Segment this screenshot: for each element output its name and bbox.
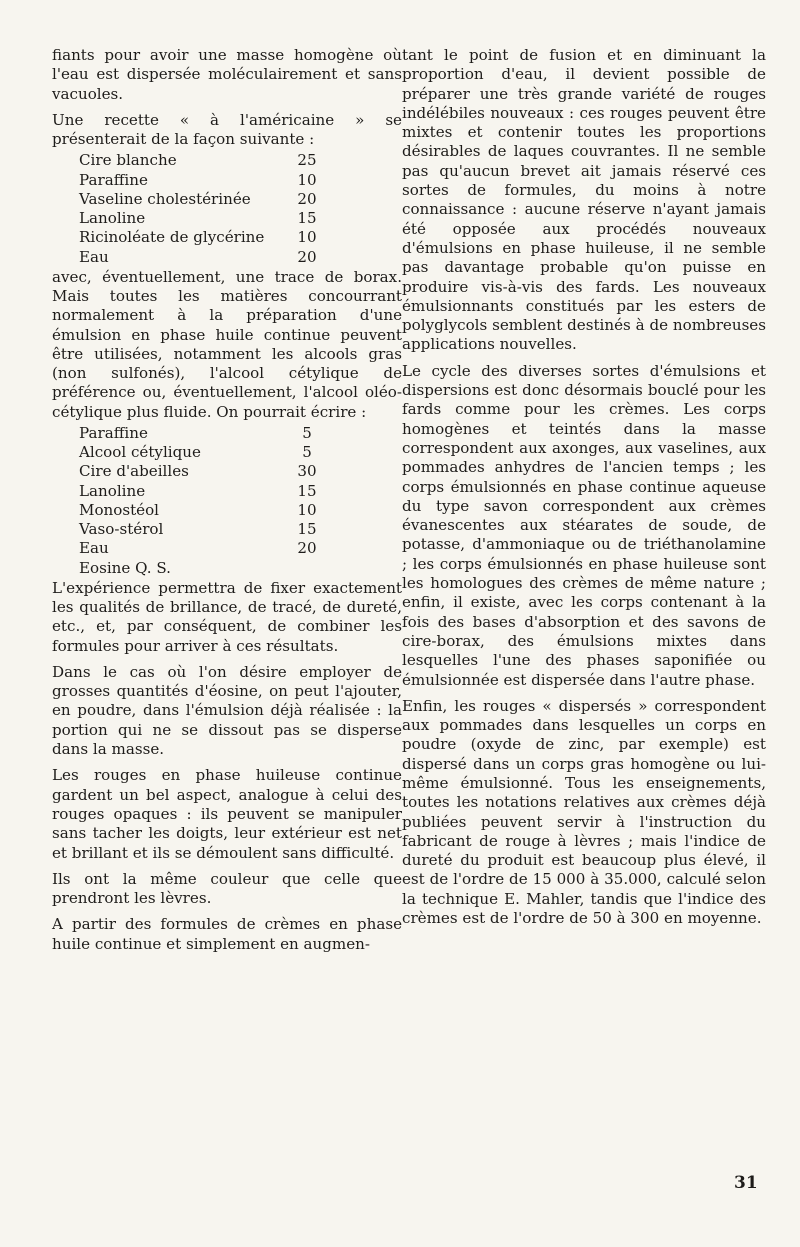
right-column xyxy=(402,46,766,935)
recipe-table-2 xyxy=(79,424,327,578)
recipe-row: Lanoline 15 xyxy=(79,209,317,228)
paragraph: Enfin, les rouges « dispersés » correspondent aux pommades dans lesquelles un corps en poudre (oxyde de zinc, par exemple) est dispersé dans un corps gras homogène ou lui-même émulsionné. Tous les enseignements, toutes les notations relatives aux crèmes déjà publiées peuvent servir à l'instruction du fabricant de rouge à lèvres ; mais l'indice de dureté du produit est beaucoup plus élevé, il est de l'ordre de 15 000 à 35.000, calculé selon la technique E. Mahler, tandis que l'indice des crèmes est de l'ordre de 50 à 300 en moyenne. xyxy=(402,696,766,928)
recipe-row: Cire blanche 25 xyxy=(79,151,317,170)
recipe-row: Cire d'abeilles 30 xyxy=(79,462,317,481)
paragraph: A partir des formules de crèmes en phase huile continue et simplement en augmen- xyxy=(52,915,402,953)
recipe-row: Lanoline 15 xyxy=(79,481,317,500)
recipe-row: Paraffine 5 xyxy=(79,424,312,443)
paragraph: Une recette « à l'américaine » se présenterait de la façon suivante : xyxy=(52,110,402,149)
paragraph: fiants pour avoir une masse homogène où l'eau est dispersée moléculairement et sans vacuoles. xyxy=(52,46,402,103)
paragraph: Dans le cas où l'on désire employer de grosses quantités d'éosine, on peut l'ajouter, en poudre, dans l'émulsion déjà réalisée : la portion qui ne se dissout pas se disperse dans la masse. xyxy=(52,662,402,759)
recipe-row: Monostéol 10 xyxy=(79,500,317,519)
paragraph: Les rouges en phase huileuse continue gardent un bel aspect, analogue à celui des rouges opaques : ils peuvent se manipuler sans tacher les doigts, leur extérieur est net et brillant et ils se démoulent sans difficulté. xyxy=(52,766,402,862)
recipe-row: Alcool cétylique 5 xyxy=(79,443,312,462)
recipe-row: Ricinoléate de glycérine 10 xyxy=(79,228,317,247)
paragraph: tant le point de fusion et en diminuant la proportion d'eau, il devient possible de préparer une très grande variété de rouges indélébiles nouveaux : ces rouges peuvent être mixtes et contenir toutes les proportions désirables de laques couvrantes. Il ne semble pas qu'aucun brevet ait jamais réservé ces sortes de formules, du moins à notre connaissance : aucune réserve n'ayant jamais été opposée aux procédés nouveaux d'émulsions en phase huileuse, il ne semble pas davantage probable qu'on puisse en produire vis-à-vis des fards. Les nouveaux émulsionnants constitués par les esters de polyglycols semblent destinés à de nombreuses applications nouvelles. xyxy=(402,46,766,354)
recipe-row: Vaseline cholestérinée 20 xyxy=(79,189,317,208)
recipe-table-1 xyxy=(79,151,327,266)
paragraph: L'expérience permettra de fixer exactement les qualités de brillance, de tracé, de dureté, etc., et, par conséquent, de combiner les formules pour arriver à ces résultats. xyxy=(52,578,402,655)
recipe-row: Paraffine 10 xyxy=(79,170,317,189)
recipe-row: Eosine Q. S. xyxy=(79,558,171,577)
paragraph: Le cycle des diverses sortes d'émulsions et dispersions est donc désormais bouclé pour les fards comme pour les crèmes. Les corps homogènes et teintés dans la masse correspondent aux axonges, aux vaselines, aux pommades anhydres de l'ancien temps ; les corps émulsionnés en phase continue aqueuse du type savon correspondent aux crèmes évanescentes aux stéarates de soude, de potasse, d'ammoniaque ou de triéthanolamine ; les corps émulsionnés en phase huileuse sont les homologues des crèmes de même nature ; enfin, il existe, avec les corps contenant à la fois des bases d'absorption et des savons de cire-borax, des émulsions mixtes dans lesquelles l'une des phases saponifiée ou émulsionnée est dispersée dans l'autre phase. xyxy=(402,361,766,689)
recipe-row: Vaso-stérol 15 xyxy=(79,520,317,539)
recipe-row: Eau 20 xyxy=(79,539,317,558)
recipe-row: Eau 20 xyxy=(79,247,317,266)
paragraph: avec, éventuellement, une trace de borax. Mais toutes les matières concourrant normalement à la préparation d'une émulsion en phase huile continue peuvent être utilisées, notamment les alcools gras (non sulfonés), l'alcool cétylique de préférence ou, éventuellement, l'alcool oléo-cétylique plus fluide. On pourrait écrire : xyxy=(52,267,402,421)
paragraph: Ils ont la même couleur que celle que prendront les lèvres. xyxy=(52,869,402,908)
page-number: 31 xyxy=(734,1173,758,1193)
left-column xyxy=(52,46,402,961)
